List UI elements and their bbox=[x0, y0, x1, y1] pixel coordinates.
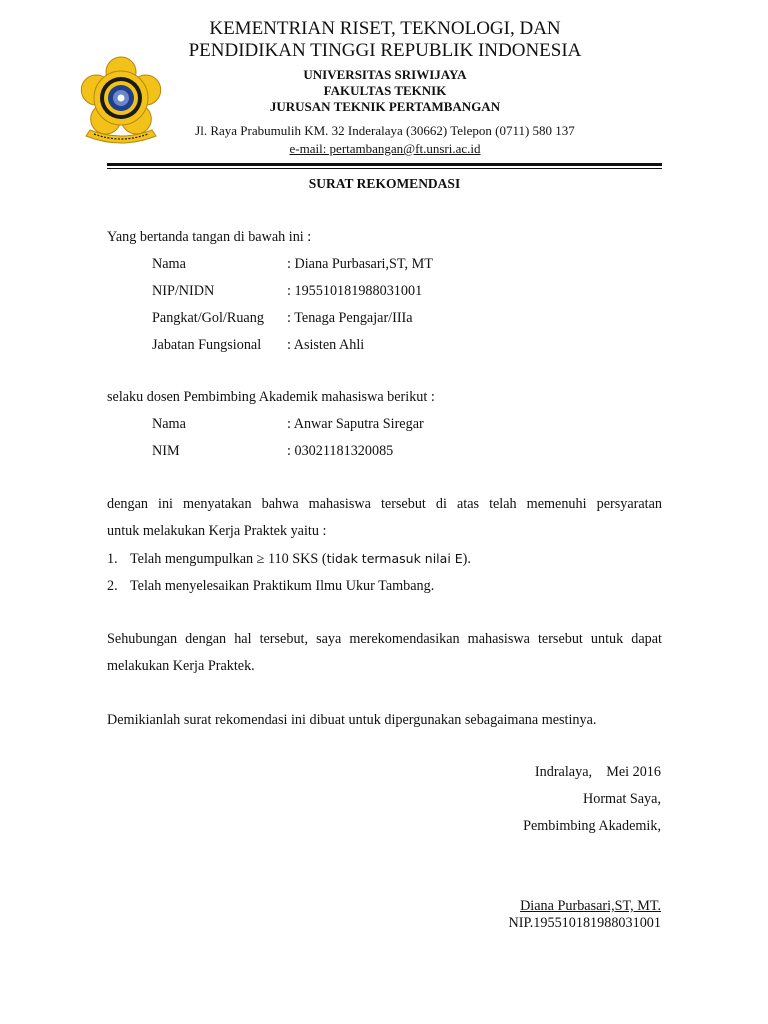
requirement-2-number: 2. bbox=[107, 578, 118, 594]
signature-name: Diana Purbasari,ST, MT. bbox=[520, 898, 661, 914]
ministry-heading bbox=[150, 18, 620, 62]
letterhead-divider-thin bbox=[107, 168, 662, 169]
recommendation-line-1: Sehubungan dengan hal tersebut, saya merekomendasikan mahasiswa tersebut untuk dapat bbox=[107, 631, 662, 647]
requirement-2-text: Telah menyelesaikan Praktikum Ilmu Ukur Tambang. bbox=[130, 578, 435, 594]
email-link[interactable]: e-mail: pertambangan@ft.unsri.ac.id bbox=[289, 141, 481, 156]
place-date: Indralaya, Mei 2016 bbox=[534, 764, 661, 780]
signature-nip: NIP.195510181988031001 bbox=[508, 915, 661, 931]
letterhead-divider-thick bbox=[107, 163, 662, 166]
signer-role: Pembimbing Akademik, bbox=[523, 818, 661, 834]
signer-rank-value: : Tenaga Pengajar/IIIa bbox=[287, 310, 413, 326]
requirement-1-number: 1. bbox=[107, 551, 118, 567]
student-name-value: : Anwar Saputra Siregar bbox=[287, 416, 424, 432]
student-intro-text: selaku dosen Pembimbing Akademik mahasiswa berikut : bbox=[107, 389, 435, 405]
university-name: UNIVERSITAS SRIWIJAYA bbox=[303, 67, 467, 82]
requirement-1-text-b: tidak termasuk nilai E bbox=[326, 551, 463, 566]
address-line: Jl. Raya Prabumulih KM. 32 Inderalaya (30662) Telepon (0711) 580 137 bbox=[195, 123, 575, 138]
ministry-line-1: KEMENTRIAN RISET, TEKNOLOGI, DAN bbox=[209, 18, 561, 39]
signer-position-label: Jabatan Fungsional bbox=[152, 337, 262, 353]
signer-name-value: : Diana Purbasari,ST, MT bbox=[287, 256, 433, 272]
signer-nip-label: NIP/NIDN bbox=[152, 283, 215, 299]
email-line bbox=[160, 141, 610, 157]
signer-position-value: : Asisten Ahli bbox=[287, 337, 365, 353]
signer-rank-label: Pangkat/Gol/Ruang bbox=[152, 310, 264, 326]
recommendation-line-2: melakukan Kerja Praktek. bbox=[107, 658, 255, 674]
statement-line-2: untuk melakukan Kerja Praktek yaitu : bbox=[107, 523, 327, 539]
ministry-line-2: PENDIDIKAN TINGGI REPUBLIK INDONESIA bbox=[188, 40, 582, 61]
faculty-name: FAKULTAS TEKNIK bbox=[323, 83, 447, 98]
letter-title: SURAT REKOMENDASI bbox=[308, 176, 461, 191]
requirement-1-text-c: ). bbox=[462, 551, 471, 567]
student-nim-label: NIM bbox=[152, 443, 180, 459]
greeting: Hormat Saya, bbox=[582, 791, 661, 807]
signer-name-label: Nama bbox=[152, 256, 186, 272]
department-name: JURUSAN TEKNIK PERTAMBANGAN bbox=[269, 99, 501, 114]
student-name-label: Nama bbox=[152, 416, 186, 432]
signer-nip-value: : 195510181988031001 bbox=[287, 283, 423, 299]
requirement-1-text-a: Telah mengumpulkan ≥ 110 SKS ( bbox=[130, 551, 327, 567]
statement-line-1: dengan ini menyatakan bahwa mahasiswa tersebut di atas telah memenuhi persyaratan bbox=[107, 496, 662, 512]
requirement-1 bbox=[130, 550, 471, 568]
intro-text: Yang bertanda tangan di bawah ini : bbox=[107, 229, 312, 245]
student-nim-value: : 03021181320085 bbox=[287, 443, 394, 459]
closing-text: Demikianlah surat rekomendasi ini dibuat untuk dipergunakan sebagaimana mestinya. bbox=[107, 712, 597, 728]
